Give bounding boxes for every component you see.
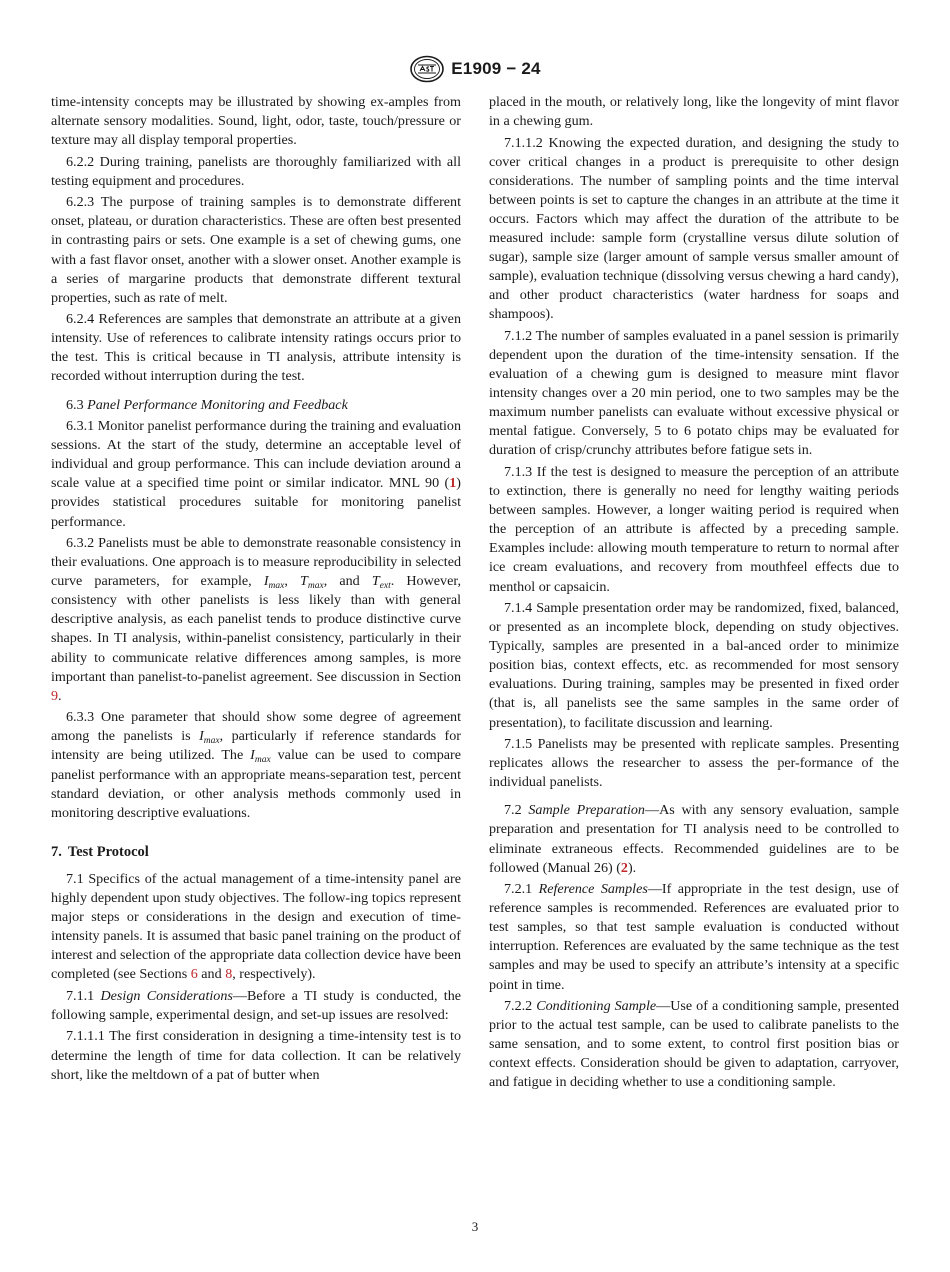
paragraph-7-1-5: 7.1.5 Panelists may be presented with replicate samples. Presenting replicates allows the researcher to assess the per-formance of the individual panelists. xyxy=(489,736,899,791)
paragraph-6-3-1: 6.3.1 Monitor panelist performance during the training and evaluation sessions. At the start of the study, determine an acceptable level of individual and group performance. This can include deviation around a scale value at a specified time point or similar indicator. MNL 90 (1) provides statistical procedures suitable for monitoring panelist performance. xyxy=(51,418,461,530)
paragraph-7-2-1: 7.2.1 Reference Samples—If appropriate in the test design, use of reference samples is recommended. References are evaluated prior to test samples, so that test sample evaluation is conducted without interruption. References are evaluated by the same technique as the test samples and may be used to specify an attribute’s intensity at a specific point in time. xyxy=(489,881,899,993)
paragraph-6-3-3: 6.3.3 One parameter that should show some degree of agreement among the panelists is $I_{max}$, particularly if reference standards for intensity are being utilized. The $I_{max}$ value can be used to compare panelist performance with an appropriate means-separation test, percent standard deviation, or other analysis methods commonly used in monitoring descriptive evaluations. xyxy=(51,709,461,821)
section-link-8[interactable]: 8 xyxy=(225,966,233,983)
astm-logo-icon xyxy=(409,55,445,83)
variable: I xyxy=(263,573,269,590)
variable: I xyxy=(199,728,204,745)
paragraph-7-1-1: 7.1.1 Design Considerations—Before a TI study is conducted, the following sample, experimental design, and set-up issues are resolved: xyxy=(51,987,462,1023)
section-title: Panel Performance Monitoring and Feedback xyxy=(87,396,348,413)
paragraph-7-1-2: 7.1.2 The number of samples evaluated in a panel session is primarily dependent upon the duration of the time-intensity sensation. If the evaluation of a chewing gum is designed to measure mint flavor intensity changes over a 20 min period, one to two samples may be the maximum number panelists can evaluate without excessive physical or mental fatigue. Conversely, 5 to 6 potato chips may be evaluated for duration of crisp/crunchy attributes before fatigue sets in. xyxy=(489,327,899,459)
section-title: Test Protocol xyxy=(67,843,149,860)
variable: I xyxy=(250,747,255,764)
paragraph-7-1-1-1: 7.1.1.1 The first consideration in designing a time-intensity test is to determine the length of time for data collection. It can be relatively short, like the meltdown of a pat of butter when xyxy=(51,1028,461,1083)
section-link-6[interactable]: 6 xyxy=(190,966,198,983)
variable: T xyxy=(300,573,308,590)
reference-link-2[interactable]: 2 xyxy=(620,859,628,876)
left-column xyxy=(51,93,461,1087)
reference-link-1[interactable]: 1 xyxy=(449,475,457,492)
document-id: E1909 − 24 xyxy=(451,59,541,78)
paragraph-7-2: 7.2 Sample Preparation—As with any sensory evaluation, sample preparation and presentation for TI analysis need to be controlled to eliminate extraneous effects. Recommended guidelines are to be followed (Manual 26) (2). xyxy=(489,802,900,876)
paragraph-7-2-2: 7.2.2 Conditioning Sample—Use of a conditioning sample, presented prior to the actual test sample, can be used to calibrate panelists to the same sensation, and to some extent, to control first position bias or context effects. Consideration should be given to adaptation, carryover, and fatigue in deciding whether to use a conditioning sample. xyxy=(489,998,899,1091)
page-header xyxy=(0,54,950,84)
section-number: 7. xyxy=(51,843,62,860)
right-column xyxy=(489,93,899,1095)
section-7-heading xyxy=(51,843,461,862)
paragraph-6-2-2: 6.2.2 During training, panelists are thoroughly familiarized with all testing equipment and procedures. xyxy=(51,153,461,189)
section-link-9[interactable]: 9 xyxy=(51,687,59,704)
paragraph-continued: placed in the mouth, or relatively long, like the longevity of mint flavor in a chewing gum. xyxy=(489,94,899,130)
paragraph-6-2-4: 6.2.4 References are samples that demonstrate an attribute at a given intensity. Use of references to calibrate intensity ratings occurs prior to the test. This is critical because in TI analysis, attribute intensity is recorded without interruption during the test. xyxy=(51,311,461,385)
section-number: 6.3 xyxy=(66,396,84,413)
paragraph-7-1-1-2: 7.1.1.2 Knowing the expected duration, and designing the study to cover critical changes in a product is prerequisite to other design considerations. The number of sampling points and the time interval between points is set to capture the changes in an attribute at the time it occurs. Factors which may affect the duration of the attribute to be measured include: sample form (crystalline versus dilute solution of sugar), sample size (larger amount of sample versus smaller amount of sample), evaluation technique (dissolving versus chewing a hard candy), and other product characteristics (water hardness for soaps and shampoos). xyxy=(489,134,899,323)
paragraph-continued: time-intensity concepts may be illustrated by showing ex-amples from alternate sensory modalities. Sound, light, odor, taste, touch/pressure or texture may all display temporal properties. xyxy=(51,94,461,149)
paragraph-7-1-4: 7.1.4 Sample presentation order may be randomized, fixed, balanced, or presented as an incomplete block, depending on study objectives. Typically, samples are presented in a bal-anced order to minimize position bias, context effects, etc. as recommended for most sensory evaluations. During training, samples may be presented in fixed order (that is, all panelists see the same samples in the same order of presentation), to facilitate discussion and learning. xyxy=(489,600,899,731)
paragraph-7-1: 7.1 Specifics of the actual management of a time-intensity panel are highly dependent upon study objectives. The follow-ing topics represent major steps or considerations in the design and execution of time-intensity panels. It is assumed that basic panel training on the product of interest and selection of the appropriate data collection device have been completed (see Sections 6 and 8, respectively). xyxy=(51,870,461,983)
paragraph-6-3-2: 6.3.2 Panelists must be able to demonstrate reasonable consistency in their evaluations. One approach is to measure reproducibility in selected curve parameters, for example, $I_{max}$, $T_{max}$, and $T_{ext}$. However, consistency with other panelists is less likely than with general descriptive analysis, as each panelist tends to produce distinctive curve shapes. In TI analysis, within-panelist consistency, particularly in their ability to communicate relative differences among samples, is more important than panelist-to-panelist agreement. See discussion in Section 9. xyxy=(51,535,461,704)
section-6-3-heading xyxy=(51,396,461,415)
variable: T xyxy=(371,573,380,590)
page-number: 3 xyxy=(471,1219,479,1234)
paragraph-6-2-3: 6.2.3 The purpose of training samples is to demonstrate different onset, plateau, or duration characteristics. These are often best presented in contrasting pairs or sets. One example is a set of chewing gums, one with a fast flavor onset, another with a slower onset. Another example is a series of margarine products that demonstrate different textural properties, such as rate of melt. xyxy=(51,194,461,306)
paragraph-7-1-3: 7.1.3 If the test is designed to measure the perception of an attribute to extinction, there is generally no need for lengthy waiting periods between samples. However, a longer waiting period is required when the perception of an attribute is affected by a preceding sample. Examples include: allowing mouth temperature to return to normal after ice cream evaluations, and recovery from mouthfeel effects due to menthol or capsaicin. xyxy=(489,463,899,595)
